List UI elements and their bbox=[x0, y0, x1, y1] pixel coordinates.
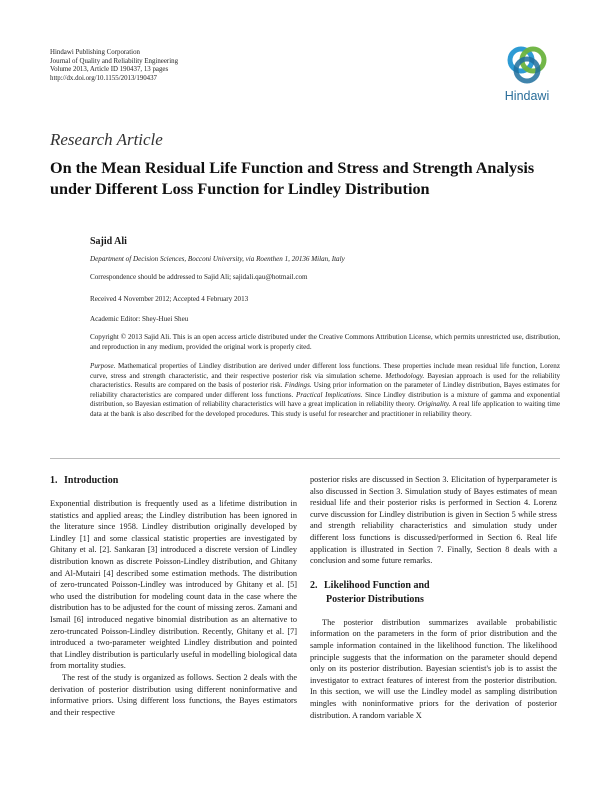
abstract-purpose-label: Purpose. bbox=[90, 362, 116, 370]
left-column bbox=[50, 474, 297, 718]
section-divider bbox=[50, 458, 560, 459]
section-title: Introduction bbox=[64, 475, 119, 486]
volume-line: Volume 2013, Article ID 190437, 13 pages bbox=[50, 66, 169, 74]
copyright-notice: Copyright © 2013 Sajid Ali. This is an open access article distributed under the Creative Commons Attribution License, which permits unrestricted use, distribution, and reproduction in any medium, provided the original work is properly cited. bbox=[90, 333, 560, 351]
correspondence: Correspondence should be addressed to Sajid Ali; sajidali.qau@hotmail.com bbox=[90, 273, 308, 281]
section-number: 1. bbox=[50, 475, 58, 486]
abstract-findings-label: Findings. bbox=[284, 381, 312, 390]
journal-line: Journal of Quality and Reliability Engineering bbox=[50, 57, 179, 65]
publisher-line: Hindawi Publishing Corporation bbox=[50, 49, 140, 56]
abstract-originality: A real life application to waiting time data at the bank is also described for the developed procedures. This study is useful for researcher and practitioner in reliability theory. bbox=[90, 400, 560, 418]
section-title-line-2: Posterior Distributions bbox=[326, 593, 424, 605]
academic-editor: Academic Editor: Shey-Huei Sheu bbox=[90, 315, 189, 323]
section-heading-introduction bbox=[50, 474, 297, 488]
author-name: Sajid Ali bbox=[90, 236, 127, 247]
section-title-line-1: Likelihood Function and bbox=[324, 579, 430, 591]
abstract-findings: Using prior information on the parameter of Lindley distribution, Bayes estimates for reliability characteristics are compared under different loss functions. bbox=[90, 381, 560, 399]
author-affiliation: Department of Decision Sciences, Bocconi University, via Roenthen 1, 20136 Milan, Italy bbox=[90, 255, 345, 263]
paper-title: On the Mean Residual Life Function and Stress and Strength Analysis under Different Loss Function for Lindley Distribution bbox=[50, 159, 535, 198]
section-heading-likelihood bbox=[310, 579, 557, 607]
abstract-implications: Since Lindley distribution is a mixture of gamma and exponential distribution, so Bayesian estimation of reliability characteristics will have a great implication in reliability theory. bbox=[90, 390, 560, 409]
article-type: Research Article bbox=[50, 130, 163, 149]
intro-paragraph-2: The rest of the study is organized as follows. Section 2 deals with the derivation of posterior distribution using different noninformative and informative priors. Using different loss functions, the Bayes estimators and their respective bbox=[50, 672, 297, 717]
intro-paragraph-3: posterior risks are discussed in Section 3. Elicitation of hyperparameter is also discussed in Section 3. Simulation study of Bayes estimates of mean residual life and their posterior risks is performed in Section 4. Lorenz curve discussion for Lindley distribution is given in Section 5 while stress and strength reliability characteristics and simulation study under different loss functions is discussed/performed in Section 6. Real life application is illustrated in Section 7. Finally, Section 8 deals with a conclusion and some future remarks. bbox=[310, 475, 557, 566]
abstract bbox=[90, 362, 560, 420]
abstract-originality-label: Originality. bbox=[417, 400, 451, 409]
logo-wordmark: Hindawi bbox=[504, 89, 550, 103]
received-accepted-dates: Received 4 November 2012; Accepted 4 February 2013 bbox=[90, 295, 249, 303]
abstract-implications-label: Practical Implications. bbox=[296, 390, 363, 399]
right-column bbox=[310, 474, 557, 721]
doi-link[interactable]: http://dx.doi.org/10.1155/2013/190437 bbox=[50, 74, 157, 82]
abstract-methodology: Bayesian approach is used for the reliability characteristics. Results are compared on the basis of posterior risk. bbox=[90, 371, 560, 390]
hindawi-logo-icon bbox=[505, 46, 549, 86]
section-number: 2. bbox=[310, 579, 318, 591]
journal-header bbox=[50, 49, 178, 83]
abstract-methodology-label: Methodology. bbox=[385, 371, 425, 380]
intro-paragraph-1: Exponential distribution is frequently used as a lifetime distribution in statistics and applied areas; the Lindley distribution has been ignored in the literature since 1958. Lindley distribution originally developed by Lindley [1] and some classical statistic properties are investigated by Ghitany et al. [2]. Sankaran [3] introduced a discrete version of Lindley distribution known as discrete Poisson-Lindley distribution, and Ghitany and Al-Mutairi [4] described some estimation methods. The distribution of zero-truncated Poisson-Lindley was introduced by Ghitany et al. [5] who used the distribution for modeling count data in the case where the distribution has to be adjusted for the count of missing zeros. Zamani and Ismail [6] introduced negative binomial distribution as an alternative to zero-truncated Poisson-Lindley distribution. Recently, Ghitany et al. [7] introduced a two-parameter weighted Lindley distribution and pointed that Lindley distribution is particularly useful in modelling biological data from mortality studies. bbox=[50, 499, 297, 671]
abstract-purpose: Mathematical properties of Lindley distribution are derived under different loss functions. These properties include mean residual life function, Lorenz curve, stress and strength characteristic, and their respective posterior risk via simulation scheme. bbox=[90, 362, 560, 380]
hindawi-logo bbox=[498, 46, 556, 108]
likelihood-paragraph-1: The posterior distribution summarizes available probabilistic information on the parameters in the form of prior distribution and the sample information contained in the likelihood function. The likelihood principle suggests that the information on the parameter should depend only on its posterior distribution. Bayesian scientist's job is to assist the investigator to extract features of interest from the posterior distribution. In this section, we will use the Lindley model as sampling distribution mingles with noninformative priors for the derivation of posterior distribution. A random variable X bbox=[310, 617, 557, 720]
